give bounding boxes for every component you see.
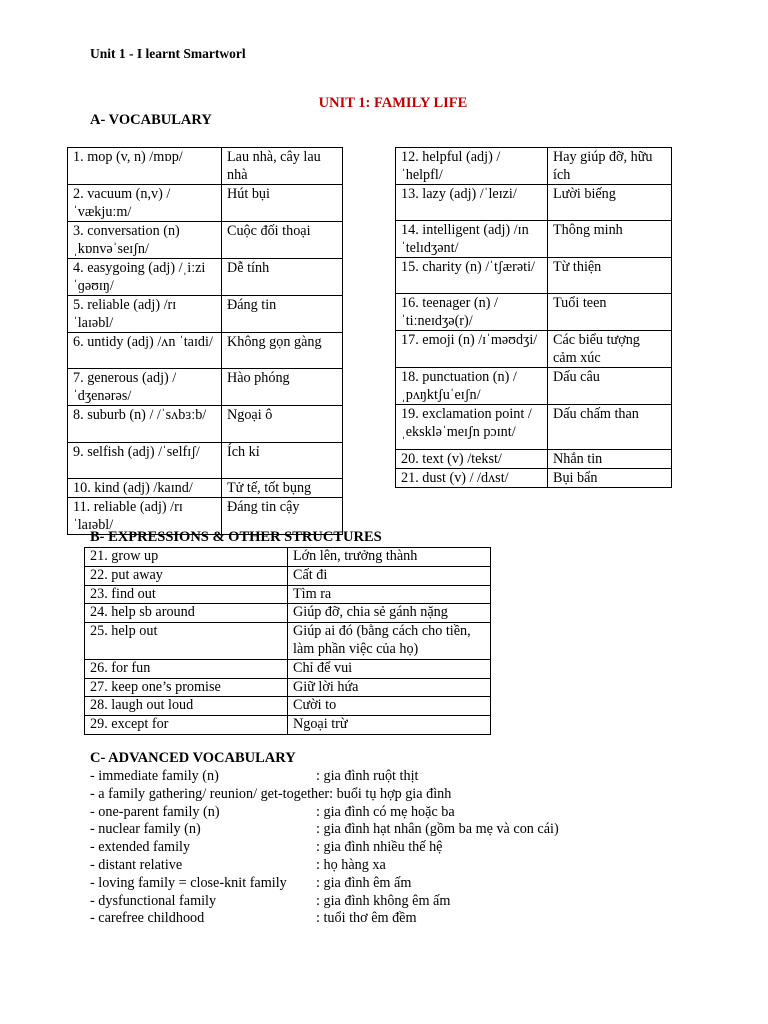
expression-meaning: Giúp đỡ, chia sẻ gánh nặng (288, 604, 491, 623)
vocab-table-left (67, 147, 343, 535)
table-row (85, 659, 491, 678)
vocab-meaning: Hào phóng (222, 369, 343, 406)
advanced-meaning: : gia đình êm ấm (316, 874, 412, 891)
advanced-term: - loving family = close-knit family (90, 874, 287, 891)
list-item (90, 893, 710, 911)
vocab-term: 5. reliable (adj) /rɪ ˈlaɪəbl/ (68, 296, 222, 333)
vocab-meaning: Dấu chấm than (548, 405, 672, 450)
section-b-heading: B- EXPRESSIONS & OTHER STRUCTURES (90, 529, 382, 545)
vocab-term: 8. suburb (n) / /ˈsʌbɜːb/ (68, 406, 222, 443)
table-row (396, 331, 672, 368)
expression-meaning: Cười to (288, 697, 491, 716)
vocab-meaning: Tử tế, tốt bụng (222, 479, 343, 498)
vocab-table-right (395, 147, 672, 488)
list-item (90, 821, 710, 839)
advanced-meaning: : gia đình hạt nhân (gồm ba mẹ và con cái) (316, 821, 559, 838)
advanced-meaning: : họ hàng xa (316, 856, 386, 873)
list-item (90, 839, 710, 857)
expression-meaning: Lớn lên, trưởng thành (288, 548, 491, 567)
table-row (85, 566, 491, 585)
list-item (90, 804, 710, 822)
vocab-term: 9. selfish (adj) /ˈselfɪʃ/ (68, 443, 222, 479)
advanced-term: - extended family (90, 839, 191, 856)
list-item (90, 857, 710, 875)
page-header: Unit 1 - I learnt Smartworl (90, 46, 246, 61)
vocab-term: 2. vacuum (n,v) /ˈvækjuːm/ (68, 185, 222, 222)
expression-term: 28. laugh out loud (85, 697, 288, 716)
expression-term: 21. grow up (85, 548, 288, 567)
advanced-meaning: : gia đình có mẹ hoặc ba (316, 803, 455, 820)
expression-term: 25. help out (85, 623, 288, 660)
table-row (396, 450, 672, 469)
section-a-heading: A- VOCABULARY (90, 112, 212, 128)
vocab-meaning: Các biểu tượng cảm xúc (548, 331, 672, 368)
table-row (68, 259, 343, 296)
advanced-term: - nuclear family (n) (90, 821, 201, 838)
vocab-meaning: Cuộc đối thoại (222, 222, 343, 259)
vocab-meaning: Dấu câu (548, 368, 672, 405)
table-row (85, 585, 491, 604)
vocab-term: 17. emoji (n) /ɪˈməʊdʒi/ (396, 331, 548, 368)
table-row (68, 296, 343, 333)
table-row (396, 258, 672, 294)
advanced-meaning: : gia đình nhiều thế hệ (316, 839, 443, 856)
vocab-term: 16. teenager (n) /ˈtiːneɪdʒə(r)/ (396, 294, 548, 331)
vocab-term: 6. untidy (adj) /ʌn ˈtaɪdi/ (68, 333, 222, 369)
expression-term: 23. find out (85, 585, 288, 604)
vocab-meaning: Ích kỉ (222, 443, 343, 479)
vocab-meaning: Lười biếng (548, 185, 672, 221)
advanced-meaning: : gia đình ruột thịt (316, 768, 419, 784)
vocab-term: 12. helpful (adj) /ˈhelpfl/ (396, 148, 548, 185)
vocab-meaning: Tuổi teen (548, 294, 672, 331)
advanced-meaning: : buổi tụ hợp gia đình (329, 785, 452, 802)
vocab-meaning: Không gọn gàng (222, 333, 343, 369)
table-row (68, 406, 343, 443)
expression-meaning: Chỉ để vui (288, 659, 491, 678)
vocab-meaning: Dễ tính (222, 259, 343, 296)
advanced-term: - immediate family (n) (90, 768, 219, 784)
list-item (90, 910, 710, 928)
vocab-meaning: Bụi bẩn (548, 469, 672, 488)
vocab-term: 18. punctuation (n) /ˌpʌŋktʃuˈeɪʃn/ (396, 368, 548, 405)
vocab-meaning: Lau nhà, cây lau nhà (222, 148, 343, 185)
advanced-term: - one-parent family (n) (90, 803, 220, 820)
vocab-term: 11. reliable (adj) /rɪˈlaɪəbl/ (68, 498, 222, 535)
table-row (68, 369, 343, 406)
table-row (68, 443, 343, 479)
advanced-term: - distant relative (90, 856, 183, 873)
table-row (68, 333, 343, 369)
table-row (85, 678, 491, 697)
table-row (85, 548, 491, 567)
vocab-meaning: Ngoại ô (222, 406, 343, 443)
vocab-meaning: Đáng tin (222, 296, 343, 333)
vocab-term: 15. charity (n) /ˈtʃærəti/ (396, 258, 548, 294)
vocab-term: 21. dust (v) / /dʌst/ (396, 469, 548, 488)
expression-term: 29. except for (85, 716, 288, 735)
expression-meaning: Giúp ai đó (bằng cách cho tiền, làm phần việc của họ) (288, 623, 491, 660)
document-title: UNIT 1: FAMILY LIFE (318, 95, 468, 111)
expression-meaning: Ngoại trừ (288, 716, 491, 735)
vocab-meaning: Thông minh (548, 221, 672, 258)
table-row (68, 148, 343, 185)
table-row (396, 294, 672, 331)
vocab-term: 13. lazy (adj) /ˈleɪzi/ (396, 185, 548, 221)
advanced-vocab-list (90, 768, 710, 928)
table-row (396, 185, 672, 221)
expression-meaning: Tìm ra (288, 585, 491, 604)
vocab-term: 14. intelligent (adj) /ɪnˈtelɪdʒənt/ (396, 221, 548, 258)
vocab-meaning: Đáng tin cậy (222, 498, 343, 535)
table-row (396, 405, 672, 450)
list-item (90, 768, 710, 786)
expression-term: 22. put away (85, 566, 288, 585)
table-row (85, 697, 491, 716)
vocab-meaning: Hay giúp đỡ, hữu ích (548, 148, 672, 185)
table-row (85, 623, 491, 660)
vocab-term: 10. kind (adj) /kaɪnd/ (68, 479, 222, 498)
table-row (396, 148, 672, 185)
vocab-term: 7. generous (adj) /ˈdʒenərəs/ (68, 369, 222, 406)
vocab-meaning: Từ thiện (548, 258, 672, 294)
expression-meaning: Giữ lời hứa (288, 678, 491, 697)
vocab-term: 20. text (v) /tekst/ (396, 450, 548, 469)
table-row (396, 368, 672, 405)
list-item (90, 875, 710, 893)
table-row (68, 185, 343, 222)
advanced-term: - carefree childhood (90, 910, 205, 927)
vocab-term: 3. conversation (n) ˌkɒnvəˈseɪʃn/ (68, 222, 222, 259)
advanced-meaning: : tuổi thơ êm đềm (316, 910, 417, 927)
vocab-term: 19. exclamation point /ˌeksklәˈmeɪʃn pɔɪnt/ (396, 405, 548, 450)
section-c-heading: C- ADVANCED VOCABULARY (90, 750, 296, 766)
expression-meaning: Cất đi (288, 566, 491, 585)
table-row (68, 479, 343, 498)
table-row (396, 469, 672, 488)
expression-term: 26. for fun (85, 659, 288, 678)
table-row (85, 604, 491, 623)
vocab-term: 4. easygoing (adj) /ˌiːzi ˈɡəʊɪŋ/ (68, 259, 222, 296)
advanced-meaning: : gia đình không êm ấm (316, 892, 451, 909)
table-row (68, 222, 343, 259)
advanced-term: - dysfunctional family (90, 892, 217, 909)
vocab-meaning: Nhắn tin (548, 450, 672, 469)
advanced-term: - a family gathering/ reunion/ get-together (90, 785, 330, 802)
vocab-meaning: Hút bụi (222, 185, 343, 222)
expression-term: 27. keep one’s promise (85, 678, 288, 697)
expressions-table (84, 547, 491, 735)
vocab-term: 1. mop (v, n) /mɒp/ (68, 148, 222, 185)
table-row (85, 716, 491, 735)
expression-term: 24. help sb around (85, 604, 288, 623)
list-item (90, 786, 710, 804)
table-row (396, 221, 672, 258)
